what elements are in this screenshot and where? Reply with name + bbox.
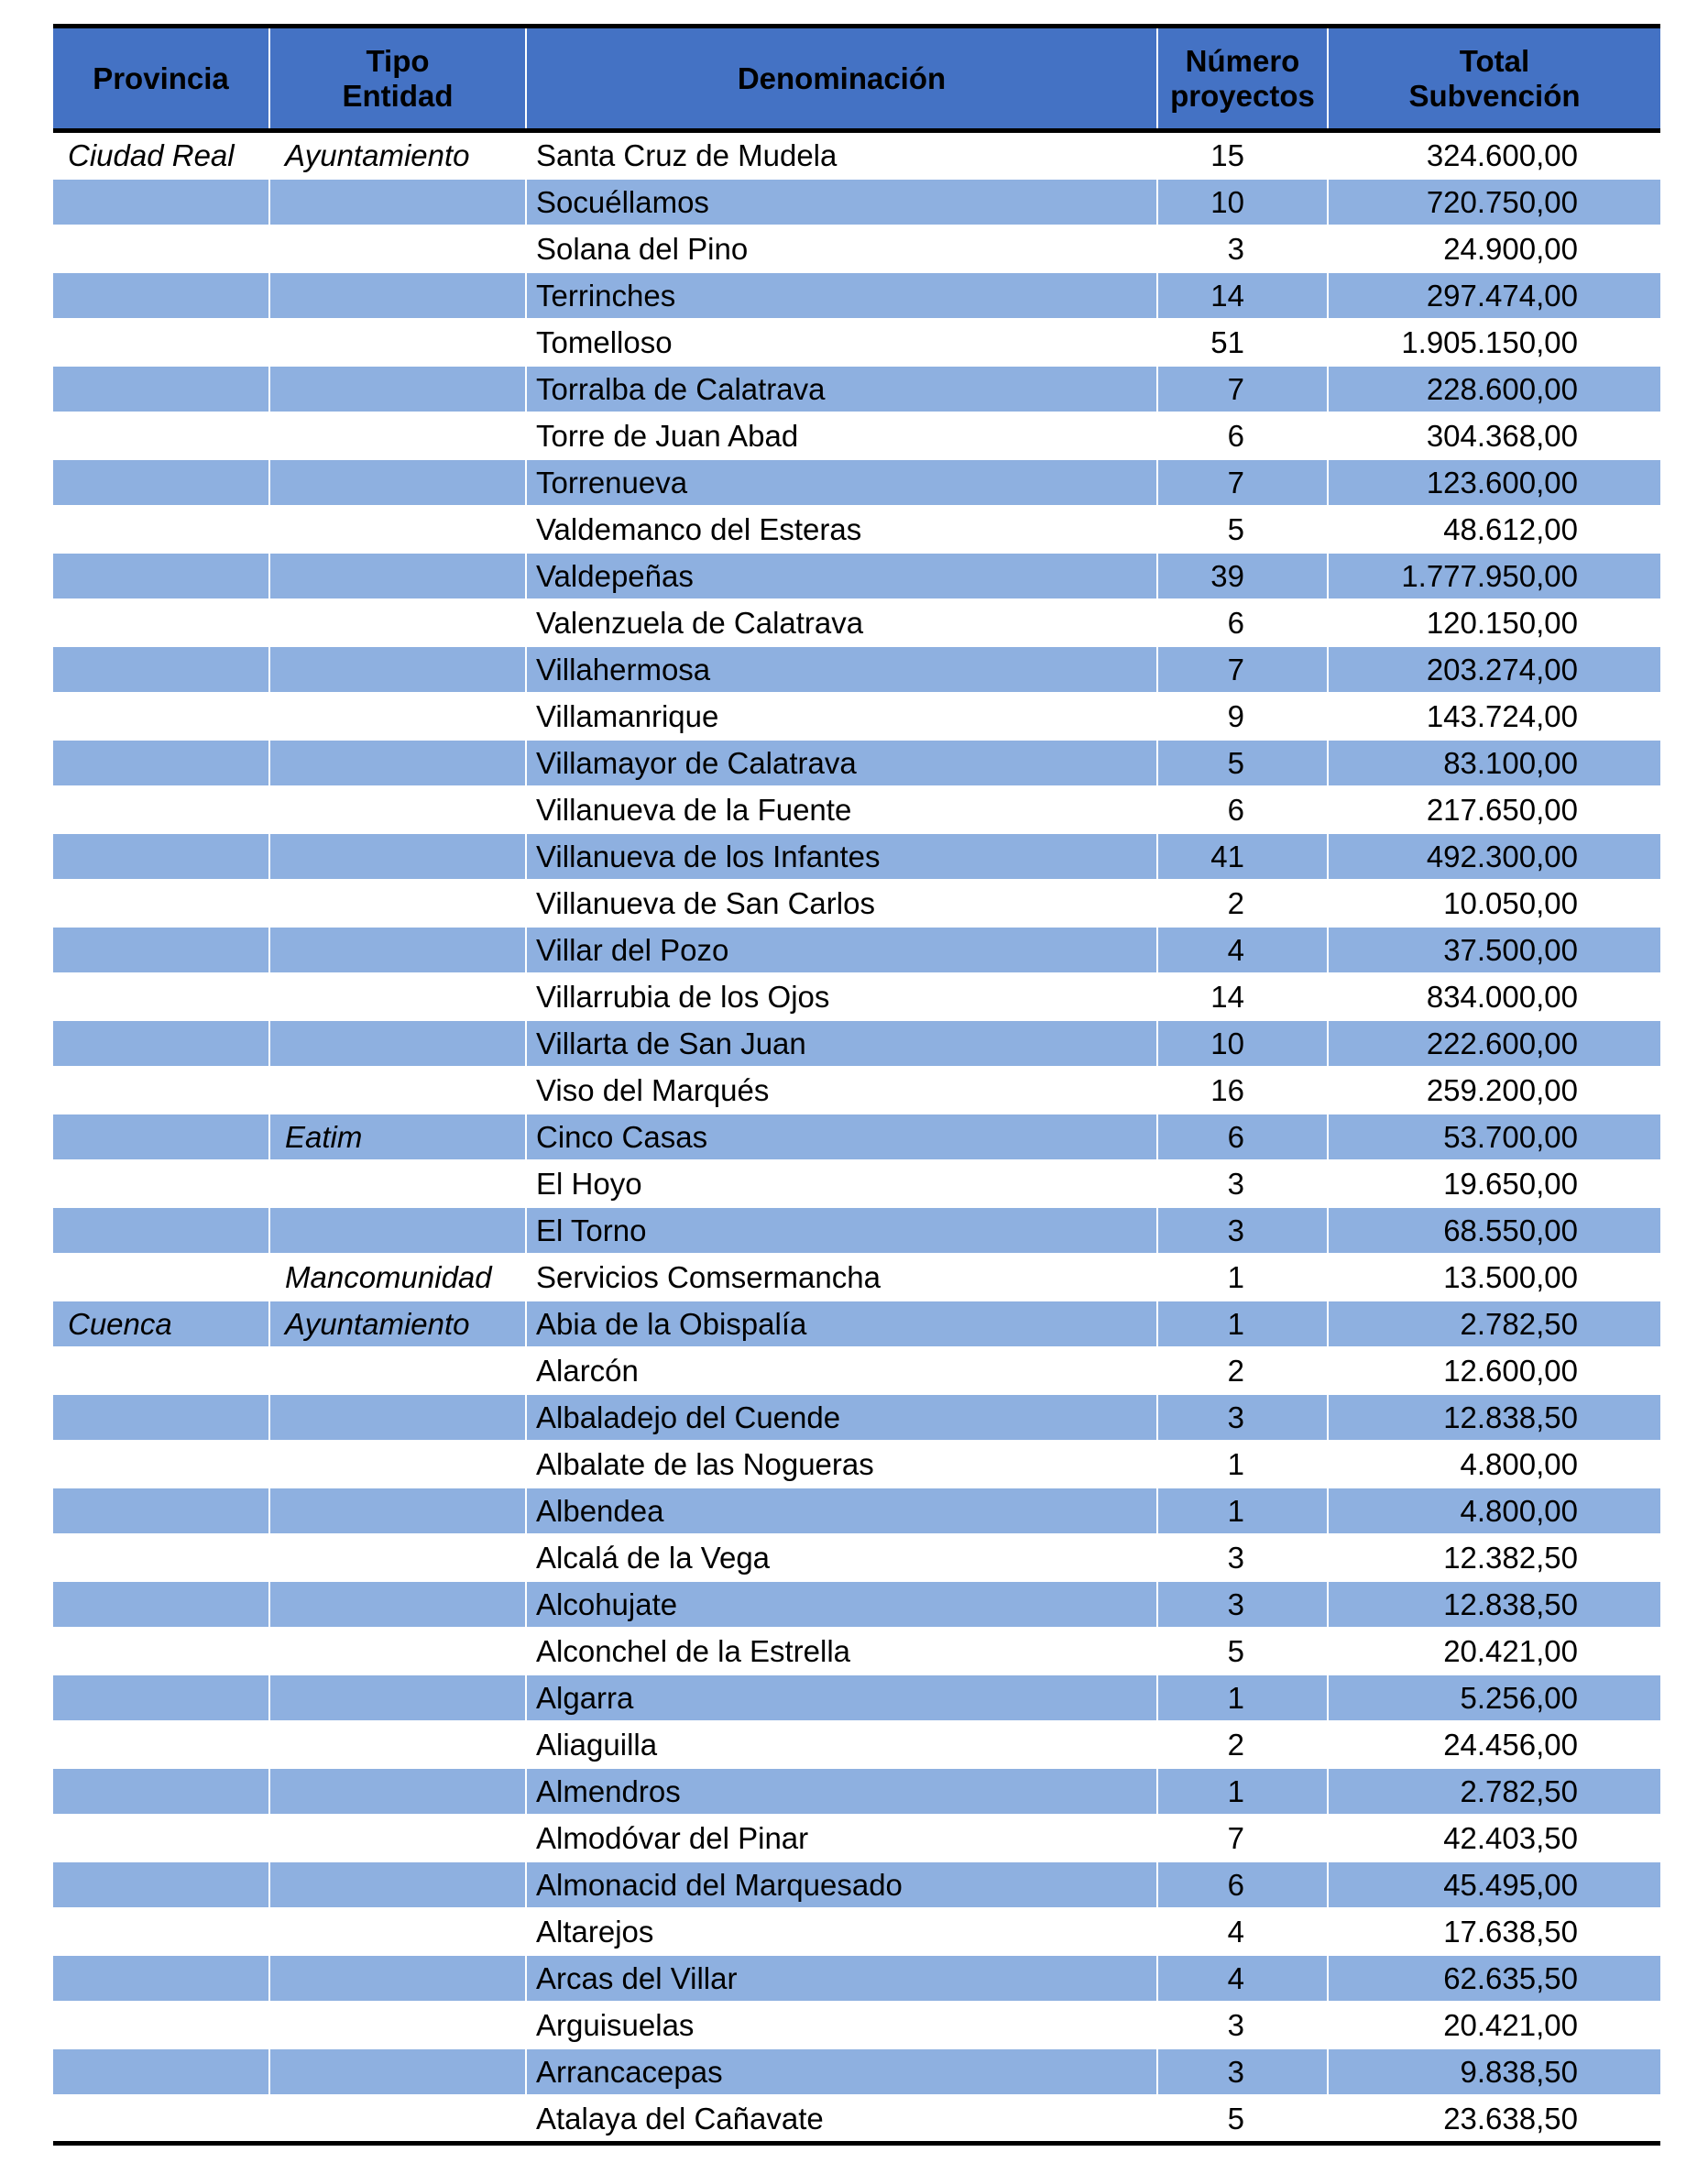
cell-total-subvencion: 42.403,50 bbox=[1328, 1815, 1660, 1861]
cell-denominacion: Arrancacepas bbox=[526, 2048, 1157, 2095]
cell-provincia bbox=[53, 1628, 269, 1674]
table-row bbox=[53, 1020, 1660, 1067]
cell-provincia bbox=[53, 693, 269, 740]
cell-total-subvencion: 834.000,00 bbox=[1328, 973, 1660, 1020]
table-row bbox=[53, 412, 1660, 459]
cell-tipo-entidad bbox=[269, 2002, 526, 2048]
cell-total-subvencion: 12.382,50 bbox=[1328, 1534, 1660, 1581]
table-row bbox=[53, 740, 1660, 786]
cell-numero-proyectos: 39 bbox=[1157, 553, 1328, 599]
cell-total-subvencion: 24.900,00 bbox=[1328, 225, 1660, 272]
cell-tipo-entidad bbox=[269, 412, 526, 459]
cell-total-subvencion: 20.421,00 bbox=[1328, 1628, 1660, 1674]
table-row bbox=[53, 646, 1660, 693]
cell-numero-proyectos: 4 bbox=[1157, 1955, 1328, 2002]
cell-total-subvencion: 217.650,00 bbox=[1328, 786, 1660, 833]
cell-denominacion: Cinco Casas bbox=[526, 1114, 1157, 1160]
cell-numero-proyectos: 10 bbox=[1157, 179, 1328, 225]
table-row bbox=[53, 1581, 1660, 1628]
cell-total-subvencion: 9.838,50 bbox=[1328, 2048, 1660, 2095]
cell-numero-proyectos: 5 bbox=[1157, 740, 1328, 786]
table-row bbox=[53, 2048, 1660, 2095]
cell-tipo-entidad bbox=[269, 1067, 526, 1114]
cell-denominacion: Villanueva de San Carlos bbox=[526, 880, 1157, 927]
cell-provincia bbox=[53, 880, 269, 927]
table-row bbox=[53, 319, 1660, 366]
cell-tipo-entidad bbox=[269, 1815, 526, 1861]
cell-provincia bbox=[53, 1955, 269, 2002]
cell-total-subvencion: 45.495,00 bbox=[1328, 1861, 1660, 1908]
cell-total-subvencion: 20.421,00 bbox=[1328, 2002, 1660, 2048]
cell-denominacion: Arcas del Villar bbox=[526, 1955, 1157, 2002]
cell-provincia bbox=[53, 927, 269, 973]
table-row bbox=[53, 1301, 1660, 1347]
cell-tipo-entidad bbox=[269, 225, 526, 272]
cell-provincia bbox=[53, 1581, 269, 1628]
cell-provincia bbox=[53, 1908, 269, 1955]
cell-denominacion: Terrinches bbox=[526, 272, 1157, 319]
cell-numero-proyectos: 7 bbox=[1157, 1815, 1328, 1861]
cell-numero-proyectos: 14 bbox=[1157, 272, 1328, 319]
table-row bbox=[53, 1534, 1660, 1581]
table-row bbox=[53, 553, 1660, 599]
cell-numero-proyectos: 7 bbox=[1157, 366, 1328, 412]
cell-numero-proyectos: 1 bbox=[1157, 1488, 1328, 1534]
cell-total-subvencion: 222.600,00 bbox=[1328, 1020, 1660, 1067]
table-row bbox=[53, 1815, 1660, 1861]
cell-provincia bbox=[53, 1067, 269, 1114]
cell-provincia: Ciudad Real bbox=[53, 131, 269, 180]
table-row bbox=[53, 1114, 1660, 1160]
table-row bbox=[53, 1861, 1660, 1908]
cell-tipo-entidad bbox=[269, 1394, 526, 1441]
cell-numero-proyectos: 1 bbox=[1157, 1768, 1328, 1815]
cell-provincia bbox=[53, 1441, 269, 1488]
cell-total-subvencion: 4.800,00 bbox=[1328, 1488, 1660, 1534]
cell-tipo-entidad bbox=[269, 1628, 526, 1674]
cell-total-subvencion: 324.600,00 bbox=[1328, 131, 1660, 180]
table-row bbox=[53, 459, 1660, 506]
cell-total-subvencion: 13.500,00 bbox=[1328, 1254, 1660, 1301]
cell-tipo-entidad bbox=[269, 693, 526, 740]
cell-provincia bbox=[53, 1347, 269, 1394]
cell-numero-proyectos: 10 bbox=[1157, 1020, 1328, 1067]
subvenciones-table bbox=[53, 24, 1660, 2146]
cell-denominacion: Villar del Pozo bbox=[526, 927, 1157, 973]
cell-tipo-entidad bbox=[269, 2048, 526, 2095]
cell-numero-proyectos: 16 bbox=[1157, 1067, 1328, 1114]
table-row bbox=[53, 225, 1660, 272]
table-row bbox=[53, 1160, 1660, 1207]
cell-tipo-entidad bbox=[269, 1955, 526, 2002]
table-row bbox=[53, 506, 1660, 553]
cell-denominacion: Algarra bbox=[526, 1674, 1157, 1721]
cell-provincia bbox=[53, 740, 269, 786]
cell-provincia bbox=[53, 599, 269, 646]
cell-total-subvencion: 2.782,50 bbox=[1328, 1301, 1660, 1347]
header-total-subvencion: Total Subvención bbox=[1328, 27, 1660, 131]
cell-tipo-entidad bbox=[269, 366, 526, 412]
cell-total-subvencion: 62.635,50 bbox=[1328, 1955, 1660, 2002]
cell-provincia bbox=[53, 506, 269, 553]
cell-numero-proyectos: 9 bbox=[1157, 693, 1328, 740]
cell-total-subvencion: 2.782,50 bbox=[1328, 1768, 1660, 1815]
cell-total-subvencion: 53.700,00 bbox=[1328, 1114, 1660, 1160]
table-row bbox=[53, 973, 1660, 1020]
table-row bbox=[53, 1394, 1660, 1441]
cell-total-subvencion: 12.838,50 bbox=[1328, 1394, 1660, 1441]
cell-numero-proyectos: 5 bbox=[1157, 1628, 1328, 1674]
cell-tipo-entidad bbox=[269, 1160, 526, 1207]
table-row bbox=[53, 1207, 1660, 1254]
cell-numero-proyectos: 7 bbox=[1157, 646, 1328, 693]
cell-tipo-entidad bbox=[269, 1674, 526, 1721]
table-row bbox=[53, 179, 1660, 225]
cell-provincia bbox=[53, 646, 269, 693]
cell-denominacion: Torrenueva bbox=[526, 459, 1157, 506]
cell-denominacion: Villanueva de la Fuente bbox=[526, 786, 1157, 833]
cell-provincia bbox=[53, 366, 269, 412]
cell-numero-proyectos: 41 bbox=[1157, 833, 1328, 880]
cell-total-subvencion: 24.456,00 bbox=[1328, 1721, 1660, 1768]
cell-total-subvencion: 143.724,00 bbox=[1328, 693, 1660, 740]
cell-denominacion: Arguisuelas bbox=[526, 2002, 1157, 2048]
cell-denominacion: Tomelloso bbox=[526, 319, 1157, 366]
cell-tipo-entidad: Mancomunidad bbox=[269, 1254, 526, 1301]
cell-numero-proyectos: 6 bbox=[1157, 786, 1328, 833]
table-row bbox=[53, 1768, 1660, 1815]
cell-denominacion: Santa Cruz de Mudela bbox=[526, 131, 1157, 180]
cell-provincia bbox=[53, 1768, 269, 1815]
cell-denominacion: Torralba de Calatrava bbox=[526, 366, 1157, 412]
cell-total-subvencion: 1.905.150,00 bbox=[1328, 319, 1660, 366]
cell-tipo-entidad bbox=[269, 506, 526, 553]
cell-total-subvencion: 492.300,00 bbox=[1328, 833, 1660, 880]
cell-tipo-entidad bbox=[269, 786, 526, 833]
cell-denominacion: Villarrubia de los Ojos bbox=[526, 973, 1157, 1020]
cell-denominacion: Servicios Comsermancha bbox=[526, 1254, 1157, 1301]
cell-provincia bbox=[53, 1674, 269, 1721]
cell-numero-proyectos: 3 bbox=[1157, 1581, 1328, 1628]
cell-tipo-entidad bbox=[269, 1861, 526, 1908]
cell-tipo-entidad bbox=[269, 1020, 526, 1067]
cell-provincia bbox=[53, 319, 269, 366]
cell-provincia bbox=[53, 2048, 269, 2095]
cell-numero-proyectos: 3 bbox=[1157, 2002, 1328, 2048]
table-row bbox=[53, 599, 1660, 646]
cell-numero-proyectos: 6 bbox=[1157, 1114, 1328, 1160]
table-row bbox=[53, 880, 1660, 927]
cell-denominacion: Valenzuela de Calatrava bbox=[526, 599, 1157, 646]
table-row bbox=[53, 693, 1660, 740]
table-row bbox=[53, 1908, 1660, 1955]
cell-total-subvencion: 203.274,00 bbox=[1328, 646, 1660, 693]
cell-tipo-entidad bbox=[269, 1534, 526, 1581]
cell-denominacion: Valdepeñas bbox=[526, 553, 1157, 599]
cell-tipo-entidad bbox=[269, 1721, 526, 1768]
cell-denominacion: Socuéllamos bbox=[526, 179, 1157, 225]
cell-numero-proyectos: 1 bbox=[1157, 1301, 1328, 1347]
cell-provincia bbox=[53, 1114, 269, 1160]
table-row bbox=[53, 1347, 1660, 1394]
cell-total-subvencion: 23.638,50 bbox=[1328, 2095, 1660, 2144]
cell-denominacion: Alcalá de la Vega bbox=[526, 1534, 1157, 1581]
header-denominacion: Denominación bbox=[526, 27, 1157, 131]
cell-provincia bbox=[53, 1534, 269, 1581]
cell-total-subvencion: 12.600,00 bbox=[1328, 1347, 1660, 1394]
cell-denominacion: Villarta de San Juan bbox=[526, 1020, 1157, 1067]
table-row bbox=[53, 366, 1660, 412]
cell-denominacion: Torre de Juan Abad bbox=[526, 412, 1157, 459]
cell-total-subvencion: 12.838,50 bbox=[1328, 1581, 1660, 1628]
cell-provincia bbox=[53, 2095, 269, 2144]
cell-tipo-entidad bbox=[269, 740, 526, 786]
cell-provincia bbox=[53, 1815, 269, 1861]
table-row bbox=[53, 1067, 1660, 1114]
cell-provincia bbox=[53, 2002, 269, 2048]
cell-numero-proyectos: 15 bbox=[1157, 131, 1328, 180]
cell-provincia bbox=[53, 225, 269, 272]
cell-denominacion: Albaladejo del Cuende bbox=[526, 1394, 1157, 1441]
cell-numero-proyectos: 3 bbox=[1157, 1394, 1328, 1441]
cell-denominacion: Viso del Marqués bbox=[526, 1067, 1157, 1114]
cell-total-subvencion: 720.750,00 bbox=[1328, 179, 1660, 225]
cell-tipo-entidad bbox=[269, 1908, 526, 1955]
cell-denominacion: El Torno bbox=[526, 1207, 1157, 1254]
cell-tipo-entidad bbox=[269, 599, 526, 646]
cell-denominacion: Alconchel de la Estrella bbox=[526, 1628, 1157, 1674]
header-provincia: Provincia bbox=[53, 27, 269, 131]
table-row bbox=[53, 1441, 1660, 1488]
cell-numero-proyectos: 4 bbox=[1157, 927, 1328, 973]
cell-total-subvencion: 259.200,00 bbox=[1328, 1067, 1660, 1114]
cell-denominacion: Atalaya del Cañavate bbox=[526, 2095, 1157, 2144]
cell-numero-proyectos: 6 bbox=[1157, 1861, 1328, 1908]
cell-denominacion: Alcohujate bbox=[526, 1581, 1157, 1628]
table-row bbox=[53, 1254, 1660, 1301]
cell-denominacion: Abia de la Obispalía bbox=[526, 1301, 1157, 1347]
cell-numero-proyectos: 5 bbox=[1157, 506, 1328, 553]
cell-denominacion: Villamanrique bbox=[526, 693, 1157, 740]
cell-numero-proyectos: 4 bbox=[1157, 1908, 1328, 1955]
cell-numero-proyectos: 5 bbox=[1157, 2095, 1328, 2144]
cell-provincia bbox=[53, 459, 269, 506]
cell-provincia bbox=[53, 1020, 269, 1067]
table-row bbox=[53, 2095, 1660, 2144]
cell-denominacion: Valdemanco del Esteras bbox=[526, 506, 1157, 553]
table-row bbox=[53, 272, 1660, 319]
cell-numero-proyectos: 2 bbox=[1157, 1347, 1328, 1394]
cell-provincia bbox=[53, 1254, 269, 1301]
cell-denominacion: Albalate de las Nogueras bbox=[526, 1441, 1157, 1488]
table-row bbox=[53, 1674, 1660, 1721]
cell-total-subvencion: 123.600,00 bbox=[1328, 459, 1660, 506]
cell-tipo-entidad bbox=[269, 833, 526, 880]
cell-tipo-entidad: Eatim bbox=[269, 1114, 526, 1160]
table-row bbox=[53, 1955, 1660, 2002]
cell-provincia bbox=[53, 1861, 269, 1908]
table-row bbox=[53, 1721, 1660, 1768]
cell-provincia bbox=[53, 272, 269, 319]
cell-provincia bbox=[53, 786, 269, 833]
cell-denominacion: Villanueva de los Infantes bbox=[526, 833, 1157, 880]
cell-denominacion: Alarcón bbox=[526, 1347, 1157, 1394]
header-row bbox=[53, 27, 1660, 131]
cell-tipo-entidad bbox=[269, 272, 526, 319]
cell-numero-proyectos: 1 bbox=[1157, 1254, 1328, 1301]
cell-tipo-entidad bbox=[269, 973, 526, 1020]
cell-provincia bbox=[53, 179, 269, 225]
header-tipo-entidad: Tipo Entidad bbox=[269, 27, 526, 131]
cell-total-subvencion: 304.368,00 bbox=[1328, 412, 1660, 459]
cell-tipo-entidad: Ayuntamiento bbox=[269, 1301, 526, 1347]
cell-numero-proyectos: 6 bbox=[1157, 599, 1328, 646]
table-row bbox=[53, 927, 1660, 973]
cell-provincia bbox=[53, 412, 269, 459]
cell-total-subvencion: 17.638,50 bbox=[1328, 1908, 1660, 1955]
cell-denominacion: El Hoyo bbox=[526, 1160, 1157, 1207]
cell-denominacion: Almodóvar del Pinar bbox=[526, 1815, 1157, 1861]
cell-denominacion: Albendea bbox=[526, 1488, 1157, 1534]
cell-numero-proyectos: 7 bbox=[1157, 459, 1328, 506]
cell-tipo-entidad bbox=[269, 553, 526, 599]
cell-tipo-entidad bbox=[269, 1768, 526, 1815]
cell-numero-proyectos: 3 bbox=[1157, 2048, 1328, 2095]
table-row bbox=[53, 786, 1660, 833]
cell-tipo-entidad bbox=[269, 179, 526, 225]
cell-total-subvencion: 4.800,00 bbox=[1328, 1441, 1660, 1488]
cell-total-subvencion: 19.650,00 bbox=[1328, 1160, 1660, 1207]
cell-numero-proyectos: 14 bbox=[1157, 973, 1328, 1020]
cell-tipo-entidad bbox=[269, 880, 526, 927]
cell-total-subvencion: 1.777.950,00 bbox=[1328, 553, 1660, 599]
table-body bbox=[53, 131, 1660, 2144]
cell-provincia bbox=[53, 1721, 269, 1768]
cell-denominacion: Solana del Pino bbox=[526, 225, 1157, 272]
cell-numero-proyectos: 2 bbox=[1157, 1721, 1328, 1768]
cell-numero-proyectos: 3 bbox=[1157, 1207, 1328, 1254]
cell-total-subvencion: 83.100,00 bbox=[1328, 740, 1660, 786]
cell-provincia bbox=[53, 1207, 269, 1254]
cell-tipo-entidad bbox=[269, 1581, 526, 1628]
cell-tipo-entidad bbox=[269, 1441, 526, 1488]
cell-provincia bbox=[53, 1394, 269, 1441]
cell-provincia bbox=[53, 973, 269, 1020]
cell-numero-proyectos: 1 bbox=[1157, 1674, 1328, 1721]
cell-tipo-entidad bbox=[269, 1207, 526, 1254]
cell-tipo-entidad bbox=[269, 2095, 526, 2144]
cell-total-subvencion: 48.612,00 bbox=[1328, 506, 1660, 553]
table-row bbox=[53, 131, 1660, 180]
cell-provincia bbox=[53, 1488, 269, 1534]
cell-denominacion: Villahermosa bbox=[526, 646, 1157, 693]
cell-total-subvencion: 228.600,00 bbox=[1328, 366, 1660, 412]
cell-numero-proyectos: 3 bbox=[1157, 225, 1328, 272]
table-row bbox=[53, 1628, 1660, 1674]
cell-denominacion: Almendros bbox=[526, 1768, 1157, 1815]
cell-tipo-entidad bbox=[269, 1488, 526, 1534]
cell-provincia: Cuenca bbox=[53, 1301, 269, 1347]
cell-tipo-entidad: Ayuntamiento bbox=[269, 131, 526, 180]
cell-tipo-entidad bbox=[269, 927, 526, 973]
cell-provincia bbox=[53, 833, 269, 880]
cell-provincia bbox=[53, 553, 269, 599]
table-row bbox=[53, 1488, 1660, 1534]
cell-total-subvencion: 68.550,00 bbox=[1328, 1207, 1660, 1254]
cell-numero-proyectos: 3 bbox=[1157, 1160, 1328, 1207]
cell-denominacion: Almonacid del Marquesado bbox=[526, 1861, 1157, 1908]
cell-total-subvencion: 5.256,00 bbox=[1328, 1674, 1660, 1721]
table-row bbox=[53, 833, 1660, 880]
cell-numero-proyectos: 2 bbox=[1157, 880, 1328, 927]
cell-numero-proyectos: 51 bbox=[1157, 319, 1328, 366]
cell-tipo-entidad bbox=[269, 1347, 526, 1394]
cell-numero-proyectos: 3 bbox=[1157, 1534, 1328, 1581]
cell-tipo-entidad bbox=[269, 319, 526, 366]
header-numero-proyectos: Número proyectos bbox=[1157, 27, 1328, 131]
cell-total-subvencion: 37.500,00 bbox=[1328, 927, 1660, 973]
cell-denominacion: Villamayor de Calatrava bbox=[526, 740, 1157, 786]
cell-total-subvencion: 10.050,00 bbox=[1328, 880, 1660, 927]
cell-total-subvencion: 297.474,00 bbox=[1328, 272, 1660, 319]
cell-denominacion: Altarejos bbox=[526, 1908, 1157, 1955]
table-row bbox=[53, 2002, 1660, 2048]
cell-tipo-entidad bbox=[269, 459, 526, 506]
cell-provincia bbox=[53, 1160, 269, 1207]
cell-total-subvencion: 120.150,00 bbox=[1328, 599, 1660, 646]
cell-numero-proyectos: 6 bbox=[1157, 412, 1328, 459]
table-header bbox=[53, 27, 1660, 131]
cell-numero-proyectos: 1 bbox=[1157, 1441, 1328, 1488]
cell-tipo-entidad bbox=[269, 646, 526, 693]
cell-denominacion: Aliaguilla bbox=[526, 1721, 1157, 1768]
